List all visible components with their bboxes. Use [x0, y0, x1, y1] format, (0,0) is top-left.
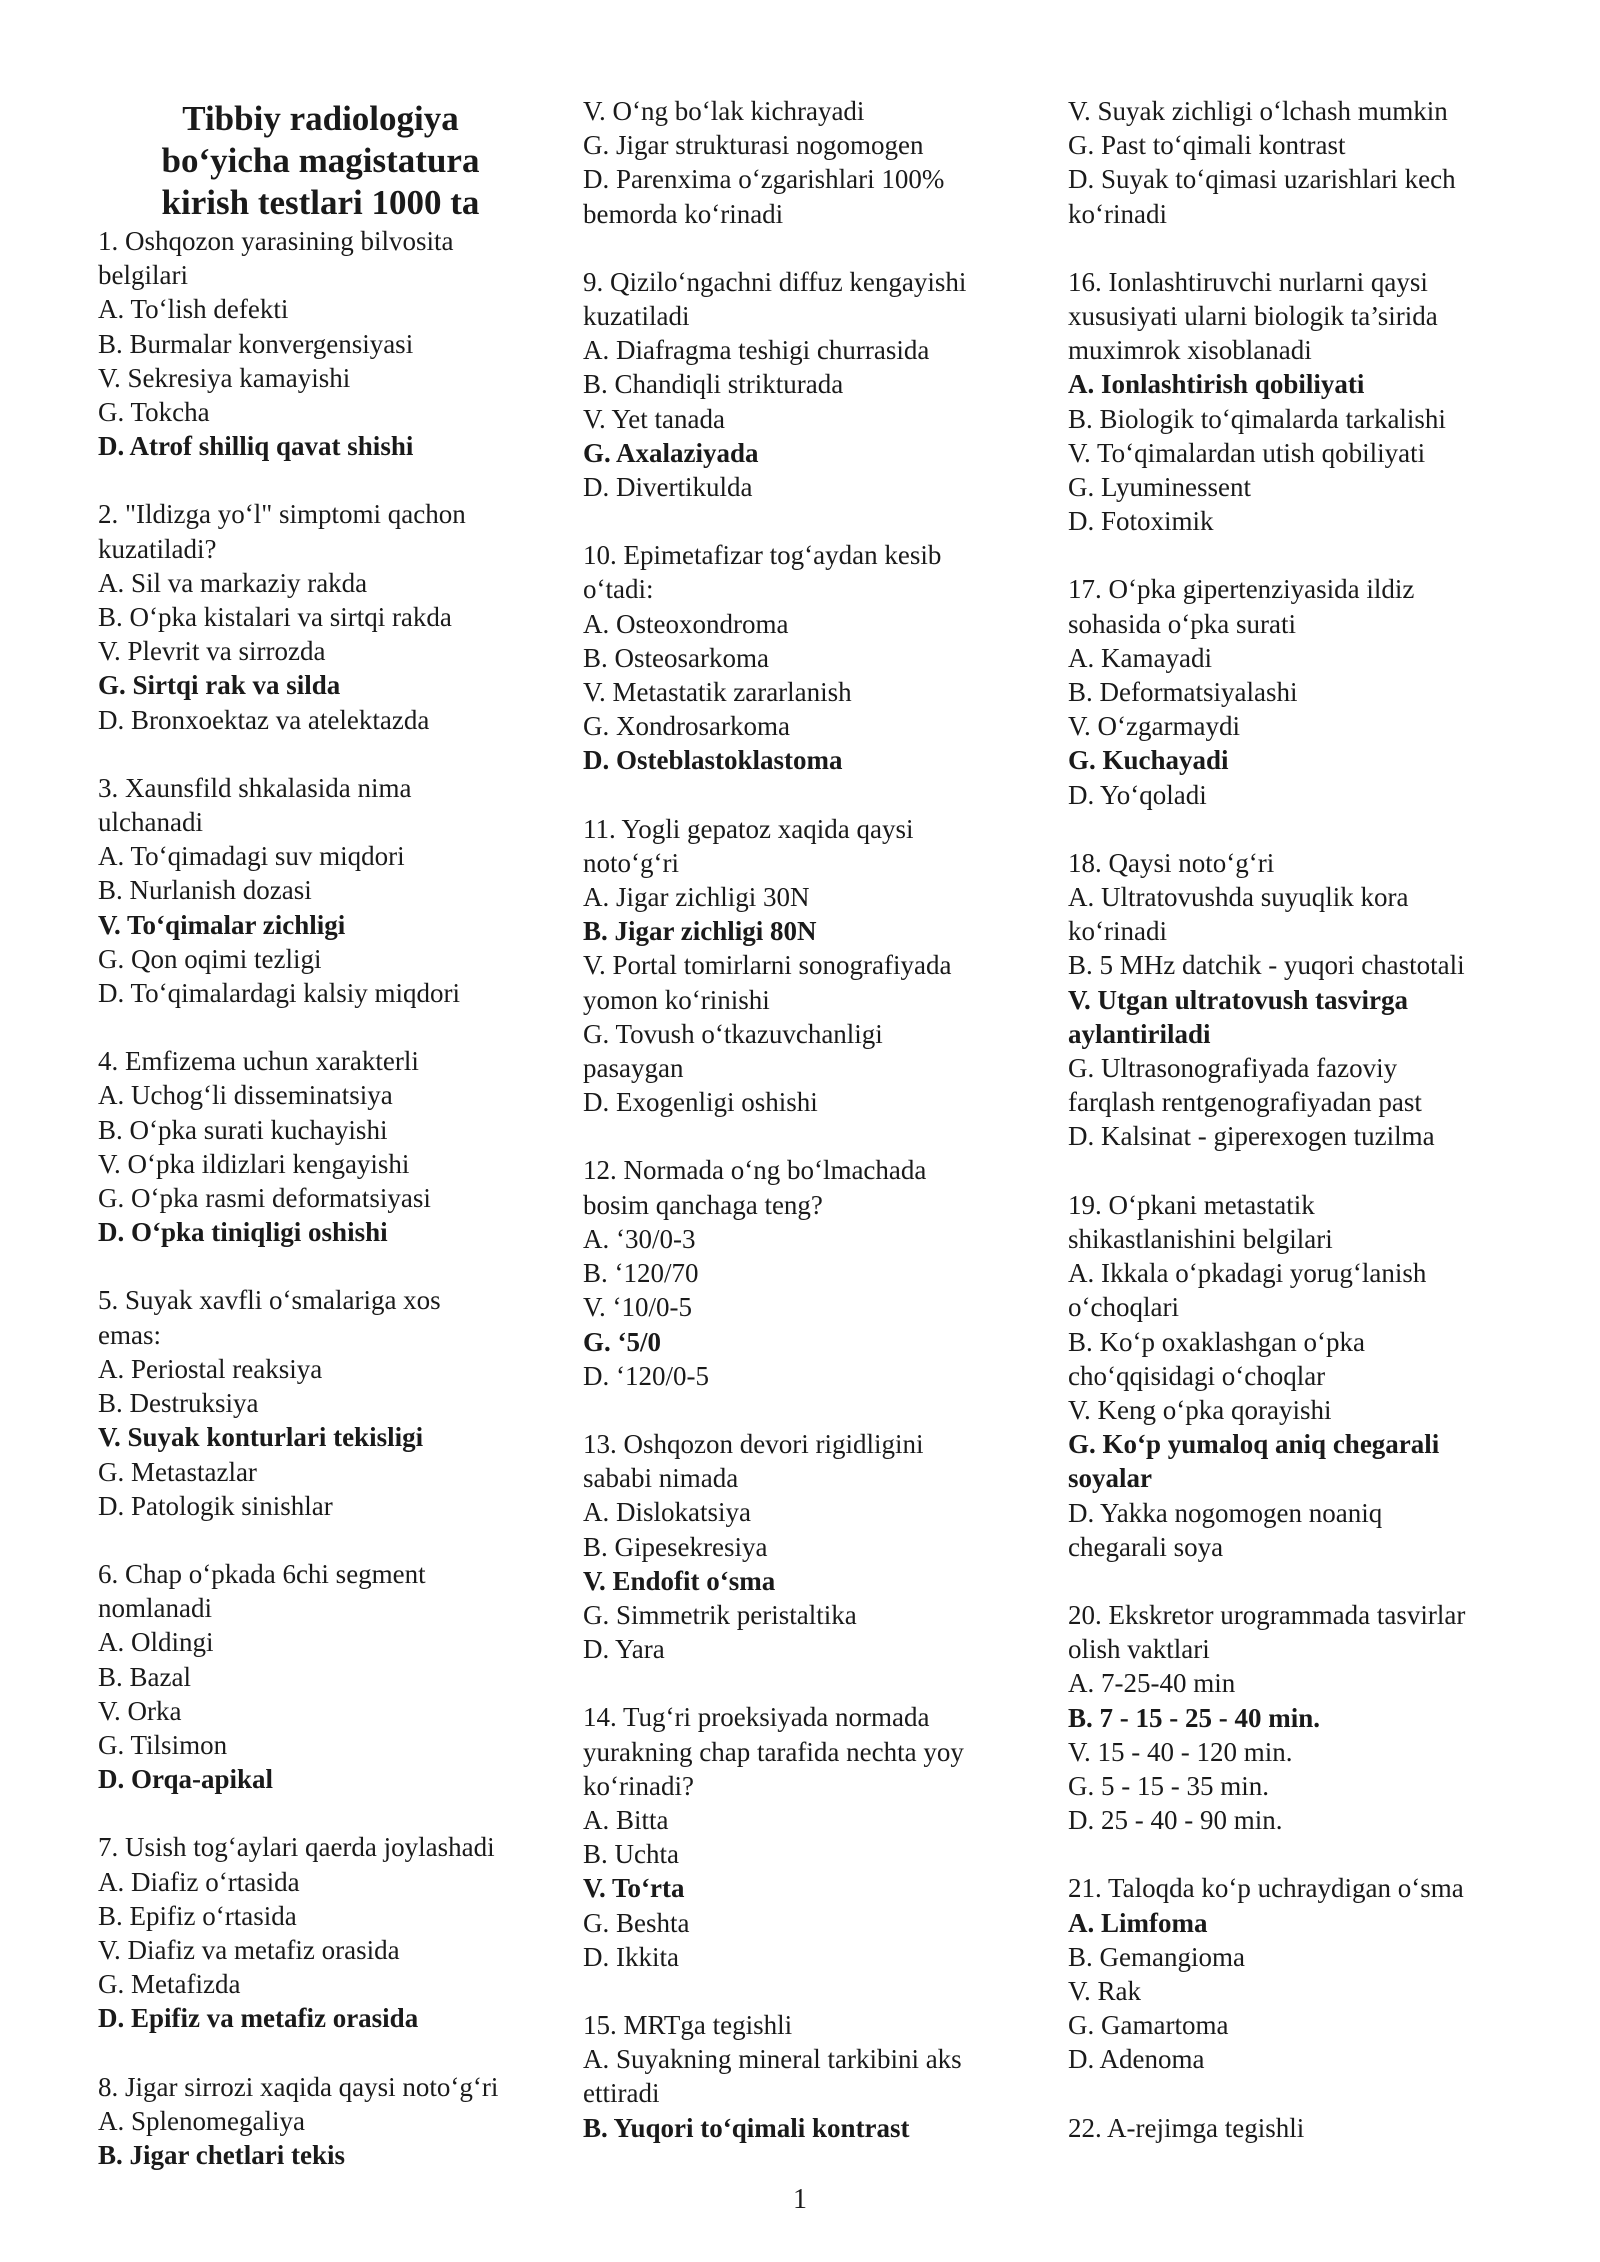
text-line: B. Deformatsiyalashi [1068, 677, 1298, 708]
question-block [98, 2070, 543, 2173]
text-line: D. To‘qimalardagi kalsiy miqdori [98, 978, 461, 1009]
question-block [98, 1830, 543, 2035]
text-line: A. Splenomegaliya [98, 2105, 305, 2136]
text-line: 21. Taloqda ko‘p uchraydigan o‘sma [1068, 1873, 1464, 1904]
text-line: 19. O‘pkani metastatik [1068, 1189, 1315, 1220]
text-line: G. O‘pka rasmi deformatsiyasi [98, 1183, 431, 1214]
text-line: G. Gamartoma [1068, 2010, 1229, 2041]
text-line: ettiradi [583, 2078, 660, 2109]
text-line: 7. Usish tog‘aylari qaerda joylashadi [98, 1832, 495, 1863]
text-line: sohasida o‘pka surati [1068, 608, 1296, 639]
text-line: ulchanadi [98, 807, 203, 838]
text-line: o‘tadi: [583, 574, 654, 605]
text-line: V. Metastatik zararlanish [583, 677, 852, 708]
text-line: D. Ikkita [583, 1941, 679, 1972]
correct-answer-line: B. Jigar chetlari tekis [98, 2139, 345, 2170]
correct-answer-line: V. To‘rta [583, 1873, 685, 1904]
text-line: D. Fotoximik [1068, 506, 1214, 537]
correct-answer-line: V. Utgan ultratovush tasvirga [1068, 984, 1409, 1015]
question-block [583, 94, 1028, 231]
text-line: G. Lyuminessent [1068, 472, 1251, 503]
text-line: D. Bronxoektaz va atelektazda [98, 704, 430, 735]
text-line: 22. A-rejimga tegishli [1068, 2112, 1305, 2143]
text-line: V. Yet tanada [583, 403, 726, 434]
correct-answer-line: D. O‘pka tiniqligi oshishi [98, 1217, 388, 1248]
text-line: pasaygan [583, 1053, 684, 1084]
question-block [98, 771, 543, 1010]
text-line: 1. Oshqozon yarasining bilvosita [98, 226, 454, 256]
text-line: A. Oldingi [98, 1627, 214, 1658]
text-line: B. Gemangioma [1068, 1941, 1245, 1972]
text-line: G. Past to‘qimali kontrast [1068, 130, 1346, 161]
correct-answer-line: aylantiriladi [1068, 1018, 1211, 1049]
text-line: cho‘qqisidagi o‘choqlar [1068, 1360, 1326, 1391]
question-block [583, 1153, 1028, 1392]
text-line: 8. Jigar sirrozi xaqida qaysi noto‘g‘ri [98, 2071, 499, 2102]
column-3 [1068, 94, 1513, 2145]
text-line: o‘choqlari [1068, 1292, 1179, 1323]
title-line: kirish testlari 1000 ta [161, 183, 480, 222]
text-line: V. Orka [98, 1695, 182, 1726]
text-line: ko‘rinadi? [583, 1770, 694, 1801]
question-block [1068, 1598, 1513, 1837]
text-line: 12. Normada o‘ng bo‘lmachada [583, 1155, 927, 1186]
text-line: B. ‘120/70 [583, 1258, 699, 1289]
text-line: 3. Xaunsfild shkalasida nima [98, 772, 412, 803]
text-line: 20. Ekskretor urogrammada tasvirlar [1068, 1599, 1466, 1630]
text-line: B. Chandiqli strikturada [583, 369, 844, 400]
question-block [1068, 2111, 1513, 2145]
text-line: G. Qon oqimi tezligi [98, 943, 322, 974]
correct-answer-line: A. Limfoma [1068, 1907, 1208, 1938]
question-block [583, 265, 1028, 504]
page-number: 1 [793, 2184, 807, 2215]
text-line: V. Portal tomirlarni sonografiyada [583, 950, 952, 981]
text-line: D. Patologik sinishlar [98, 1490, 333, 1521]
correct-answer-line: D. Osteblastoklastoma [583, 745, 843, 776]
text-line: G. Ultrasonografiyada fazoviy [1068, 1053, 1398, 1084]
text-line: chegarali soya [1068, 1531, 1224, 1562]
text-line: G. Simmetrik peristaltika [583, 1599, 857, 1630]
text-line: V. O‘pka ildizlari kengayishi [98, 1148, 410, 1179]
correct-answer-line: B. 7 - 15 - 25 - 40 min. [1068, 1702, 1320, 1733]
correct-answer-line: D. Epifiz va metafiz orasida [98, 2003, 419, 2034]
text-line: G. Xondrosarkoma [583, 711, 790, 742]
question-block [583, 538, 1028, 777]
text-line: yurakning chap tarafida nechta yoy [583, 1736, 964, 1767]
text-line: D. Yara [583, 1634, 665, 1665]
text-line: A. Ikkala o‘pkadagi yorug‘lanish [1068, 1258, 1427, 1289]
correct-answer-line: G. Axalaziyada [583, 437, 759, 468]
text-line: A. To‘lish defekti [98, 294, 289, 325]
text-line: V. Diafiz va metafiz orasida [98, 1934, 400, 1965]
text-line: 4. Emfizema uchun xarakterli [98, 1046, 419, 1077]
text-line: olish vaktlari [1068, 1634, 1210, 1665]
correct-answer-line: D. Atrof shilliq qavat shishi [98, 431, 414, 462]
question-block [98, 1044, 543, 1249]
correct-answer-line: D. Orqa-apikal [98, 1764, 274, 1795]
correct-answer-line: G. ‘5/0 [583, 1326, 661, 1357]
text-line: D. Suyak to‘qimasi uzarishlari kech [1068, 164, 1456, 195]
text-line: nomlanadi [98, 1593, 212, 1624]
text-line: B. Uchta [583, 1839, 679, 1870]
correct-answer-line: G. Ko‘p yumaloq aniq chegarali [1068, 1429, 1440, 1460]
text-line: G. Tovush o‘tkazuvchanligi [583, 1018, 883, 1049]
text-line: D. Yakka nogomogen noaniq [1068, 1497, 1383, 1528]
text-line: V. Sekresiya kamayishi [98, 362, 351, 393]
text-line: B. 5 MHz datchik - yuqori chastotali [1068, 950, 1465, 981]
text-line: 5. Suyak xavfli o‘smalariga xos [98, 1285, 441, 1316]
text-line: G. Beshta [583, 1907, 690, 1938]
text-line: 2. "Ildizga yo‘l" simptomi qachon [98, 499, 466, 530]
title-line: Tibbiy radiologiya [182, 99, 459, 138]
correct-answer-line: B. Yuqori to‘qimali kontrast [583, 2112, 910, 2143]
text-line: D. Kalsinat - giperexogen tuzilma [1068, 1121, 1435, 1152]
text-line: B. Gipesekresiya [583, 1531, 768, 1562]
question-block [1068, 572, 1513, 811]
text-line: G. Tilsimon [98, 1729, 228, 1760]
text-line: A. Uchog‘li disseminatsiya [98, 1080, 393, 1111]
text-line: D. Parenxima o‘zgarishlari 100% [583, 164, 945, 195]
text-line: A. ‘30/0-3 [583, 1223, 696, 1254]
text-line: A. Jigar zichligi 30N [583, 882, 810, 913]
column-1 [98, 94, 543, 2172]
text-line: B. Nurlanish dozasi [98, 875, 312, 906]
text-line: bosim qanchaga teng? [583, 1189, 823, 1220]
text-line: A. To‘qimadagi suv miqdori [98, 841, 405, 872]
text-line: D. 25 - 40 - 90 min. [1068, 1805, 1283, 1836]
question-block [98, 224, 543, 463]
text-line: B. O‘pka surati kuchayishi [98, 1114, 388, 1145]
text-line: yomon ko‘rinishi [583, 984, 770, 1015]
text-line: D. ‘120/0-5 [583, 1360, 709, 1391]
text-line: B. Ko‘p oxaklashgan o‘pka [1068, 1326, 1365, 1357]
text-line: ko‘rinadi [1068, 198, 1167, 229]
text-line: B. O‘pka kistalari va sirtqi rakda [98, 602, 452, 633]
text-line: B. Burmalar konvergensiyasi [98, 328, 414, 359]
question-block [1068, 265, 1513, 539]
text-line: 11. Yogli gepatoz xaqida qaysi [583, 813, 914, 844]
text-line: 14. Tug‘ri proeksiyada normada [583, 1702, 930, 1733]
text-line: 13. Oshqozon devori rigidligini [583, 1428, 924, 1459]
text-line: V. To‘qimalardan utish qobiliyati [1068, 437, 1426, 468]
correct-answer-line: soyalar [1068, 1463, 1152, 1494]
correct-answer-line: V. To‘qimalar zichligi [98, 909, 346, 940]
text-line: A. 7-25-40 min [1068, 1668, 1236, 1699]
text-line: kuzatiladi? [98, 533, 217, 564]
correct-answer-line: B. Jigar zichligi 80N [583, 916, 817, 947]
text-line: G. Metastazlar [98, 1456, 257, 1487]
text-line: V. ‘10/0-5 [583, 1292, 693, 1323]
text-line: V. Suyak zichligi o‘lchash mumkin [1068, 96, 1448, 126]
question-block [98, 1283, 543, 1522]
column-2 [583, 94, 1028, 2145]
text-line: B. Biologik to‘qimalarda tarkalishi [1068, 403, 1446, 434]
text-line: A. Bitta [583, 1804, 669, 1835]
text-line: B. Destruksiya [98, 1388, 259, 1419]
text-line: V. Plevrit va sirrozda [98, 636, 326, 667]
question-block [1068, 846, 1513, 1154]
text-line: A. Dislokatsiya [583, 1497, 751, 1528]
text-line: A. Kamayadi [1068, 642, 1212, 673]
text-line: A. Periostal reaksiya [98, 1353, 323, 1384]
text-line: V. Keng o‘pka qorayishi [1068, 1394, 1332, 1425]
text-line: V. Rak [1068, 1975, 1142, 2006]
text-line: V. O‘zgarmaydi [1068, 711, 1240, 742]
correct-answer-line: G. Sirtqi rak va silda [98, 670, 341, 701]
text-line: G. Metafizda [98, 1969, 241, 2000]
text-line: 16. Ionlashtiruvchi nurlarni qaysi [1068, 266, 1428, 297]
text-line: G. 5 - 15 - 35 min. [1068, 1770, 1269, 1801]
text-line: G. Tokcha [98, 397, 210, 428]
text-line: ko‘rinadi [1068, 916, 1167, 947]
text-line: 9. Qizilo‘ngachni diffuz kengayishi [583, 266, 967, 297]
text-line: D. Yo‘qoladi [1068, 779, 1207, 810]
text-line: kuzatiladi [583, 301, 690, 332]
text-line: 10. Epimetafizar tog‘aydan kesib [583, 540, 942, 571]
correct-answer-line: V. Suyak konturlari tekisligi [98, 1422, 424, 1453]
correct-answer-line: V. Endofit o‘sma [583, 1565, 776, 1596]
text-line: 17. O‘pka gipertenziyasida ildiz [1068, 574, 1415, 605]
text-line: bemorda ko‘rinadi [583, 198, 784, 229]
text-line: muximrok xisoblanadi [1068, 335, 1312, 366]
text-line: sababi nimada [583, 1463, 739, 1494]
text-line: A. Ultratovushda suyuqlik kora [1068, 882, 1409, 913]
text-line: G. Jigar strukturasi nogomogen [583, 130, 924, 161]
text-line: A. Diafragma teshigi churrasida [583, 335, 930, 366]
text-line: A. Sil va markaziy rakda [98, 567, 368, 598]
text-line: emas: [98, 1319, 161, 1350]
text-line: 18. Qaysi noto‘g‘ri [1068, 847, 1275, 878]
question-block [1068, 1871, 1513, 2076]
text-line: B. Epifiz o‘rtasida [98, 1900, 297, 1931]
text-line: D. Adenoma [1068, 2044, 1205, 2075]
text-line: shikastlanishini belgilari [1068, 1223, 1333, 1254]
question-block [583, 812, 1028, 1120]
text-line: farqlash rentgenografiyadan past [1068, 1087, 1422, 1118]
text-line: 6. Chap o‘pkada 6chi segment [98, 1558, 426, 1589]
text-line: xususiyati ularni biologik ta’sirida [1068, 301, 1438, 332]
correct-answer-line: A. Ionlashtirish qobiliyati [1068, 369, 1365, 400]
text-line: A. Diafiz o‘rtasida [98, 1866, 300, 1897]
title-line: bo‘yicha magistatura [161, 141, 480, 180]
correct-answer-line: G. Kuchayadi [1068, 745, 1229, 776]
question-block [98, 1557, 543, 1796]
text-line: V. 15 - 40 - 120 min. [1068, 1736, 1293, 1767]
text-line: belgilari [98, 260, 188, 291]
text-line: D. Divertikulda [583, 472, 753, 503]
text-line: V. O‘ng bo‘lak kichrayadi [583, 96, 865, 126]
text-line: B. Osteosarkoma [583, 642, 769, 673]
text-line: B. Bazal [98, 1661, 191, 1692]
question-block [583, 1427, 1028, 1666]
text-line: 15. MRTga tegishli [583, 2009, 793, 2040]
question-block [1068, 94, 1513, 231]
document-title [98, 94, 543, 224]
text-line: A. Suyakning mineral tarkibini aks [583, 2044, 962, 2075]
text-line: noto‘g‘ri [583, 847, 679, 878]
text-line: D. Exogenligi oshishi [583, 1087, 818, 1118]
question-block [583, 2008, 1028, 2145]
question-block [1068, 1188, 1513, 1564]
question-block [583, 1700, 1028, 1974]
question-block [98, 497, 543, 736]
text-line: A. Osteoxondroma [583, 608, 789, 639]
